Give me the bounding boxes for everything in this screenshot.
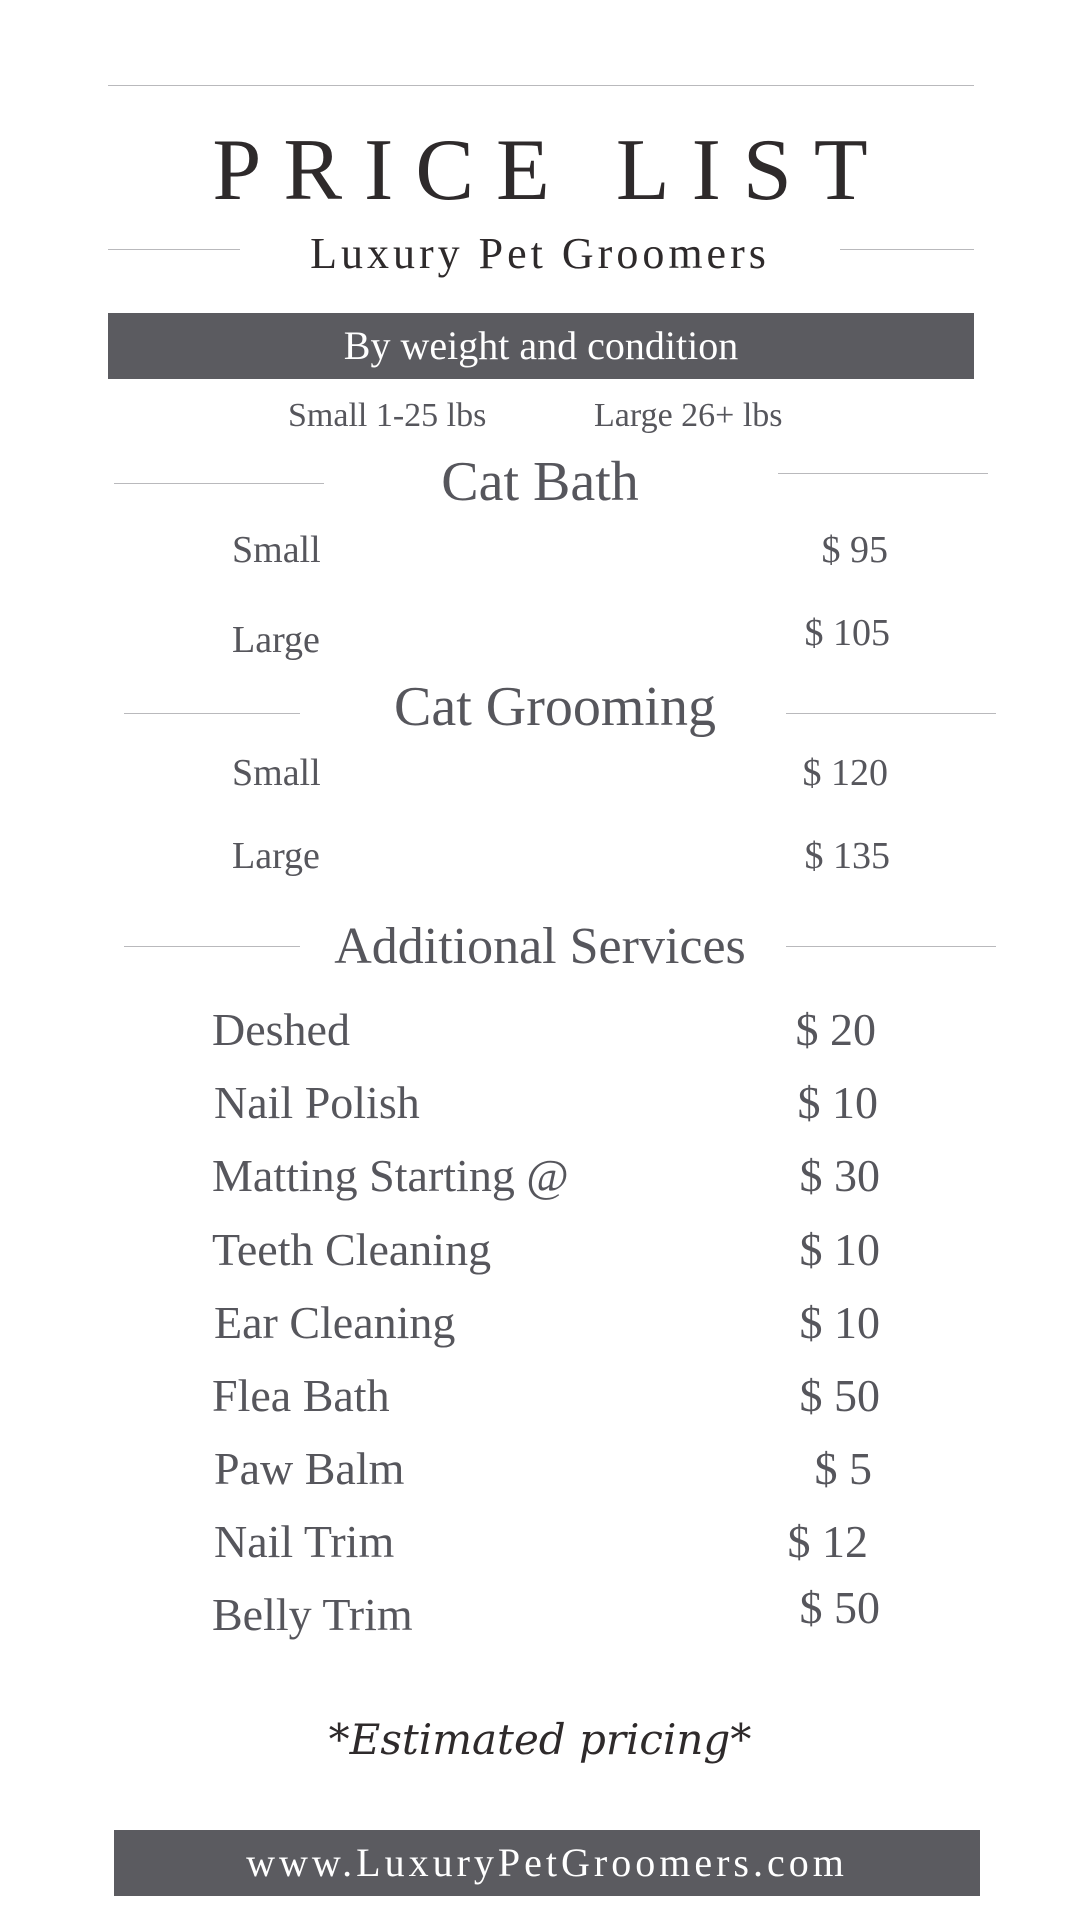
section-title-cat-grooming: Cat Grooming [394, 676, 716, 738]
service-deshed-price: $ 20 [795, 1004, 876, 1055]
subtitle-right-divider [840, 249, 974, 250]
service-nail-polish-label: Nail Polish [214, 1077, 420, 1128]
service-flea-bath-price: $ 50 [799, 1370, 880, 1421]
cat-grooming-right-divider [786, 713, 996, 714]
service-paw-balm-price: $ 5 [814, 1443, 872, 1494]
service-matting-label: Matting Starting @ [212, 1150, 569, 1201]
service-paw-balm-label: Paw Balm [214, 1443, 405, 1494]
size-legend-small: Small 1-25 lbs [288, 397, 487, 434]
service-belly-trim-label: Belly Trim [212, 1589, 413, 1640]
cat-bath-right-divider [778, 473, 988, 474]
business-name: Luxury Pet Groomers [310, 229, 770, 278]
top-divider [108, 85, 974, 86]
section-title-cat-bath: Cat Bath [441, 451, 639, 513]
website-url-banner[interactable]: www.LuxuryPetGroomers.com [114, 1830, 980, 1896]
cat-bath-large-price: $ 105 [804, 612, 890, 654]
service-ear-cleaning-label: Ear Cleaning [214, 1297, 456, 1348]
service-teeth-cleaning-label: Teeth Cleaning [212, 1224, 492, 1275]
estimated-pricing-note: *Estimated pricing* [328, 1715, 752, 1764]
service-ear-cleaning-price: $ 10 [799, 1297, 880, 1348]
cat-grooming-large-label: Large [232, 835, 320, 877]
cat-bath-large-label: Large [232, 619, 320, 661]
service-deshed-label: Deshed [212, 1004, 350, 1055]
service-matting-price: $ 30 [799, 1150, 880, 1201]
service-flea-bath-label: Flea Bath [212, 1370, 390, 1421]
cat-bath-small-label: Small [232, 529, 321, 571]
service-nail-trim-price: $ 12 [787, 1516, 868, 1567]
cat-grooming-small-price: $ 120 [802, 752, 888, 794]
additional-right-divider [786, 946, 996, 947]
pricing-basis-banner: By weight and condition [108, 313, 974, 379]
service-nail-trim-label: Nail Trim [214, 1516, 395, 1567]
service-teeth-cleaning-price: $ 10 [799, 1224, 880, 1275]
service-nail-polish-price: $ 10 [797, 1077, 878, 1128]
cat-grooming-large-price: $ 135 [804, 835, 890, 877]
size-legend-large: Large 26+ lbs [594, 397, 783, 434]
service-belly-trim-price: $ 50 [799, 1582, 880, 1633]
page-title: PRICE LIST [212, 122, 890, 219]
cat-bath-small-price: $ 95 [821, 529, 888, 571]
cat-grooming-small-label: Small [232, 752, 321, 794]
section-title-additional-services: Additional Services [334, 918, 746, 975]
